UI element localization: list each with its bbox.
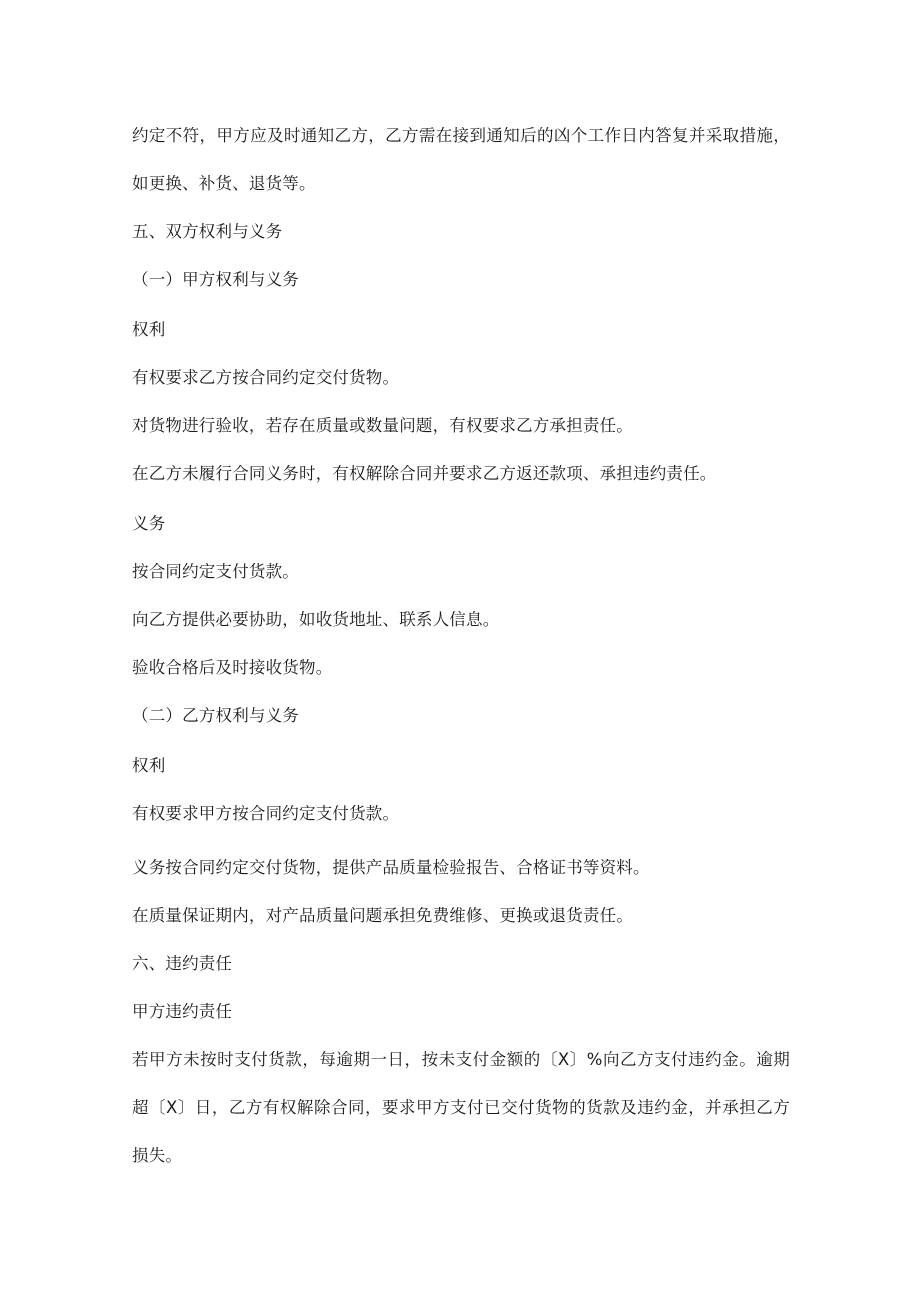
paragraph-line: 约定不符，甲方应及时通知乙方，乙方需在接到通知后的凶个工作日内答复并采取措施，	[132, 126, 790, 145]
paragraph-line: 义务按合同约定交付货物，提供产品质量检验报告、合格证书等资料。	[132, 858, 650, 877]
paragraph-line: 在质量保证期内，对产品质量问题承担免费维修、更换或退货责任。	[132, 906, 633, 925]
paragraph-line: 验收合格后及时接收货物。	[132, 658, 333, 677]
paragraph-line: 对货物进行验收，若存在质量或数量问题，有权要求乙方承担责任。	[132, 416, 633, 435]
paragraph-line: 按合同约定支付货款。	[132, 562, 299, 581]
section-heading: 六、违约责任	[132, 954, 233, 973]
paragraph-line: 若甲方未按时支付货款，每逾期一日，按未支付金额的〔X〕%向乙方支付违约金。逾期	[132, 1050, 790, 1069]
paragraph-line: 在乙方未履行合同义务时，有权解除合同并要求乙方返还款项、承担违约责任。	[132, 464, 717, 483]
paragraph-line: 有权要求甲方按合同约定支付货款。	[132, 804, 400, 823]
label-rights: 权利	[132, 756, 166, 775]
paragraph-line: 向乙方提供必要协助，如收货地址、联系人信息。	[132, 610, 500, 629]
subsection-heading: （一）甲方权利与义务	[132, 270, 299, 289]
paragraph-line: 超〔X〕日，乙方有权解除合同，要求甲方支付已交付货物的货款及违约金，并承担乙方	[132, 1098, 790, 1117]
paragraph-line: 如更换、补货、退货等。	[132, 174, 316, 193]
label-obligations: 义务	[132, 514, 166, 533]
label-rights: 权利	[132, 320, 166, 339]
section-heading: 五、双方权利与义务	[132, 222, 283, 241]
paragraph-line: 损失。	[132, 1146, 183, 1165]
label-party-a-breach: 甲方违约责任	[132, 1002, 233, 1021]
subsection-heading: （二）乙方权利与义务	[132, 706, 299, 725]
paragraph-line: 有权要求乙方按合同约定交付货物。	[132, 368, 400, 387]
